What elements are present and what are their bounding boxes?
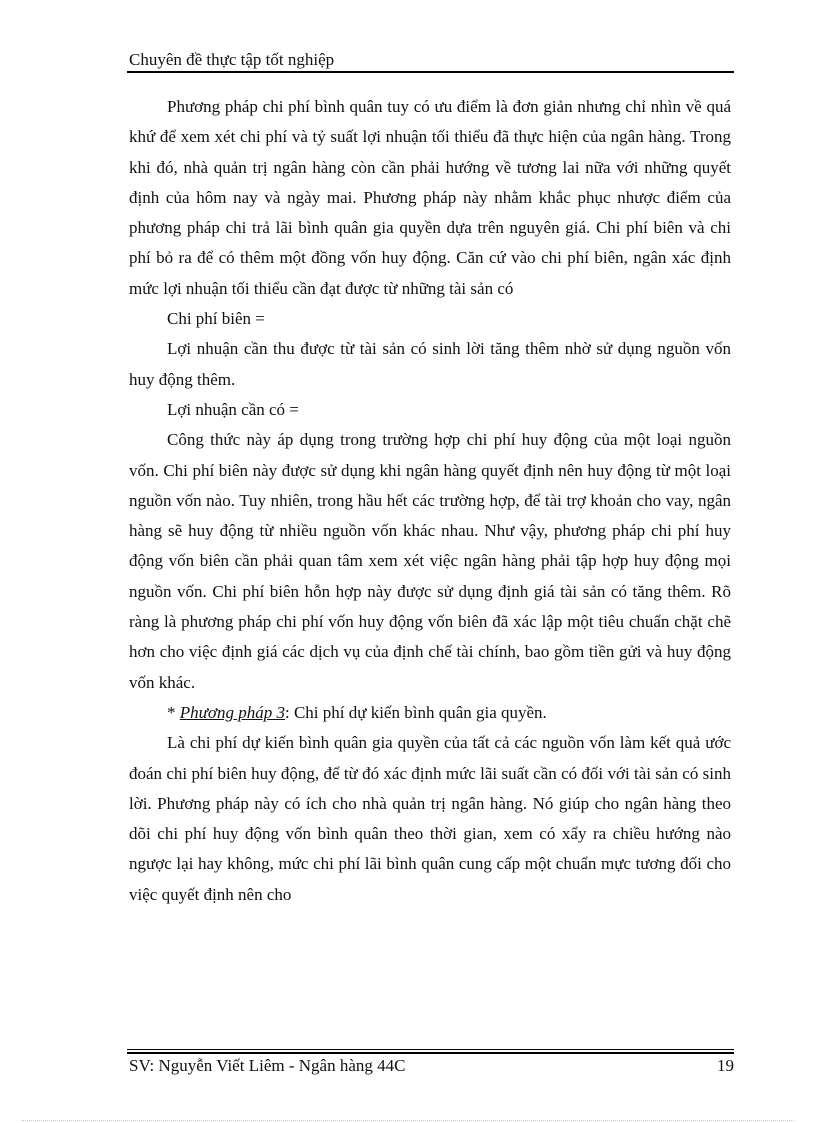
paragraph-5: Công thức này áp dụng trong trường hợp chi phí huy động của một loại nguồn vốn. Chi phí biên này được sử dụng khi ngân hàng quyết định nên huy động từ một loại nguồn vốn nào. Tuy nhiên, trong hầu hết các trường hợp, để tài trợ khoản cho vay, ngân hàng sẽ huy động từ nhiều nguồn vốn khác nhau. Như vậy, phương pháp chi phí huy động vốn biên cần phải quan tâm xem xét việc ngân hàng phải tập hợp huy động mọi nguồn vốn. Chi phí biên hỗn hợp này được sử dụng định giá tài sản có tăng thêm. Rõ ràng là phương pháp chi phí vốn huy động vốn biên đã xác lập một tiêu chuẩn chặt chẽ hơn cho việc định giá các dịch vụ của định chế tài chính, bao gồm tiền gửi và huy động vốn khác. — [129, 430, 731, 692]
paragraph-6 — [129, 698, 731, 728]
paragraph-7: Là chi phí dự kiến bình quân gia quyền của tất cả các nguồn vốn làm kết quả ước đoán chi phí biên huy động, để từ đó xác định mức lãi suất cần có đối với tài sản có sinh lời. Phương pháp này có ích cho nhà quản trị ngân hàng. Nó giúp cho ngân hàng theo dõi chi phí huy động vốn bình quân theo thời gian, xem có xẩy ra chiều hướng nào ngược lại hay không, mức chi phí lãi bình quân cung cấp một chuẩn mực tương đối cho việc quyết định nên cho — [129, 733, 731, 904]
footer-divider-top — [127, 1049, 734, 1050]
paragraph-2: Chi phí biên = — [167, 309, 265, 329]
paragraph-3: Lợi nhuận cần thu được từ tài sản có sinh lời tăng thêm nhờ sử dụng nguồn vốn huy động thêm. — [129, 339, 731, 389]
bullet-prefix: * — [167, 702, 180, 722]
paragraph-4: Lợi nhuận cần có = — [167, 399, 299, 419]
page-edge-dotted-line — [22, 1120, 794, 1121]
method-description: : Chi phí dự kiến bình quân gia quyền. — [284, 702, 547, 722]
paragraph-1: Phương pháp chi phí bình quân tuy có ưu điểm là đơn giản nhưng chỉ nhìn về quá khứ để xem xét chi phí và tỷ suất lợi nhuận tối thiểu đã thực hiện của ngân hàng. Trong khi đó, nhà quản trị ngân hàng còn cần phải hướng về tương lai nữa với những quyết định của hôm nay và ngày mai. Phương pháp này nhằm khắc phục nhược điểm của phương pháp chi trả lãi bình quân gia quyền dựa trên nguyên giá. Chi phí biên và chi phí bỏ ra để có thêm một đồng vốn huy động. Căn cứ vào chi phí biên, ngân xác định mức lợi nhuận tối thiểu cần đạt được từ những tài sản có — [129, 97, 731, 298]
footer-divider-bottom — [127, 1052, 734, 1054]
header-divider — [127, 71, 734, 73]
document-body — [129, 92, 731, 910]
page-header-title: Chuyên đề thực tập tốt nghiệp — [129, 50, 335, 69]
method-title: Phương pháp 3 — [179, 702, 285, 722]
footer-student-info: SV: Nguyễn Viết Liêm - Ngân hàng 44C — [129, 1056, 406, 1075]
page-number: 19 — [717, 1056, 734, 1075]
